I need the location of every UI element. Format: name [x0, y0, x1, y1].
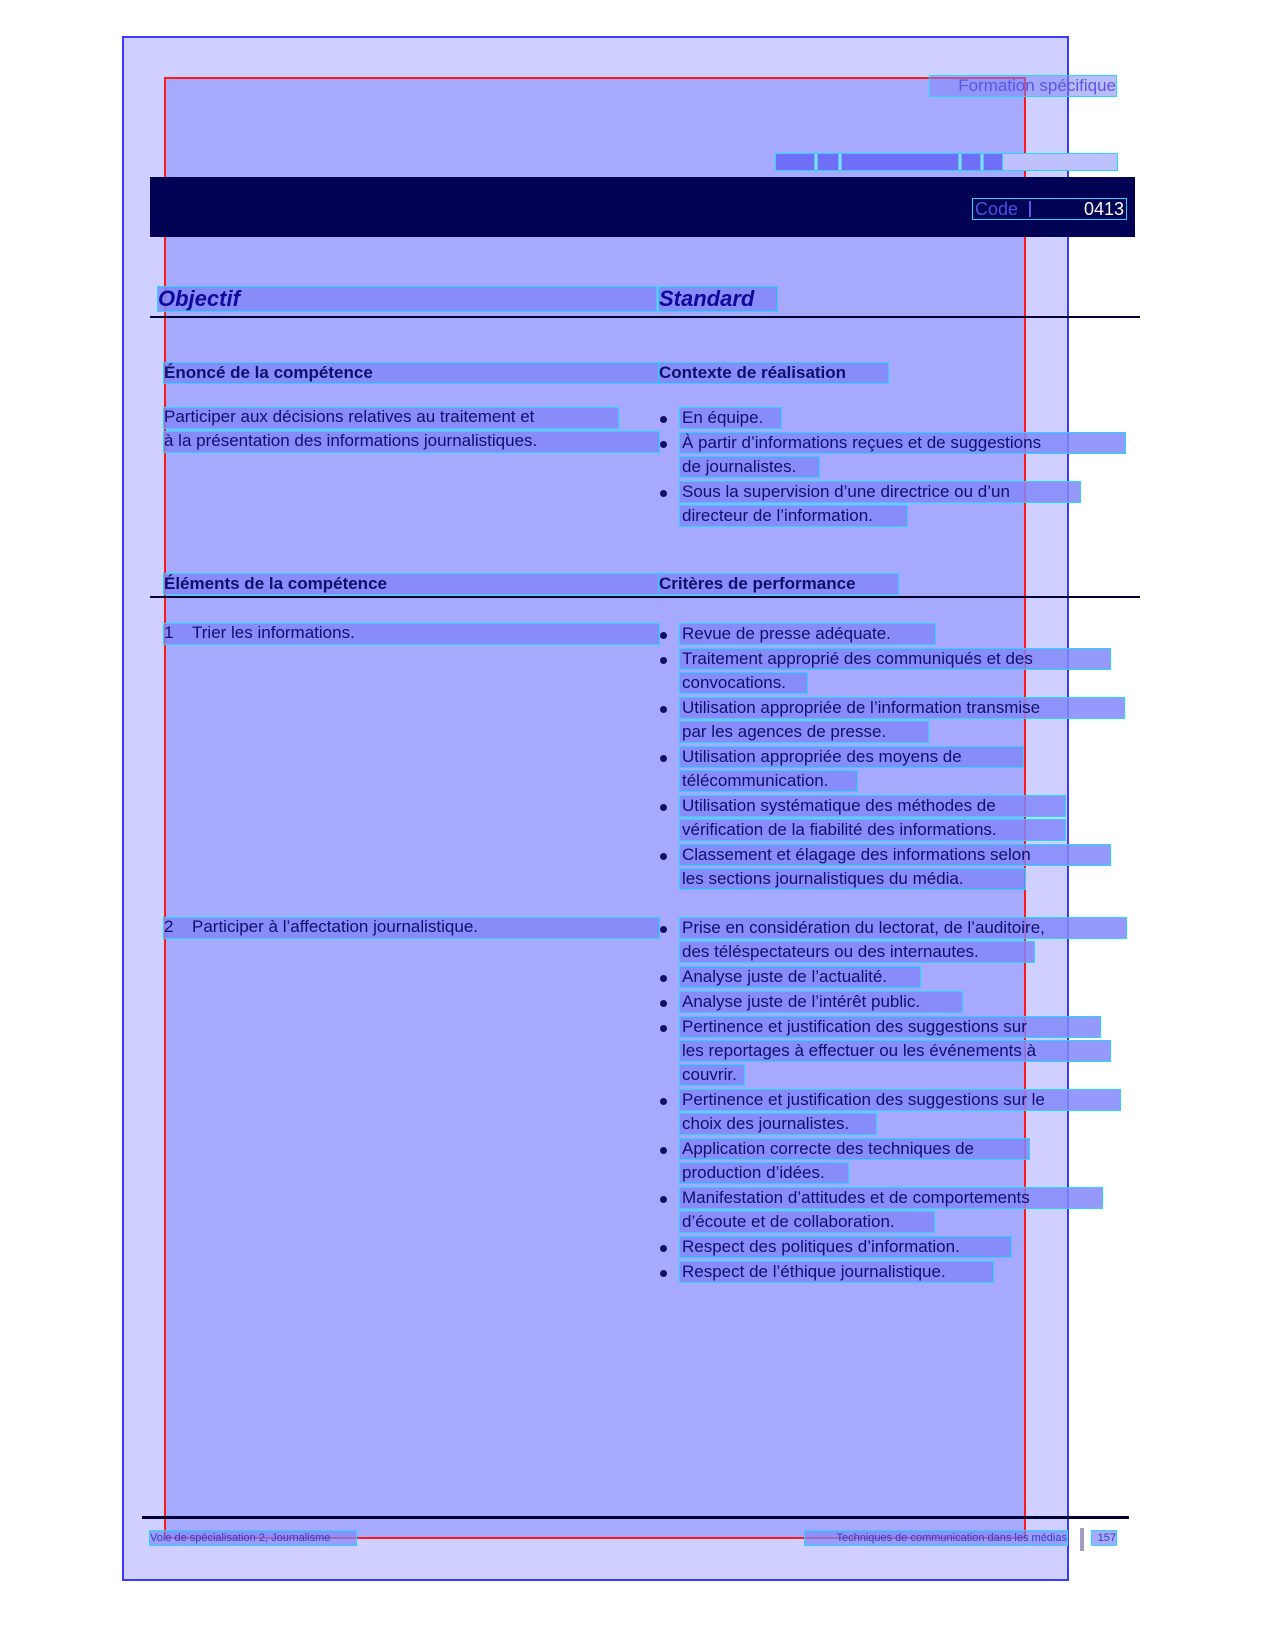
bullet-icon	[660, 804, 667, 811]
criterion-continuation: les reportages à effectuer ou les événements à	[682, 1041, 1037, 1060]
bullet-icon	[660, 632, 667, 639]
criterion: Manifestation d’attitudes et de comportements	[682, 1188, 1030, 1207]
page-number: 157	[1092, 1531, 1116, 1545]
criterion: Respect de l’éthique journalistique.	[682, 1262, 946, 1281]
criteria-heading: Critères de performance	[659, 574, 856, 593]
decorative-bar-segment	[962, 154, 980, 170]
criterion-continuation: choix des journalistes.	[682, 1114, 850, 1133]
statement-line: à la présentation des informations journalistiques.	[164, 431, 538, 450]
context-item-continuation: directeur de l’information.	[682, 506, 873, 525]
criterion: Pertinence et justification des suggestions sur	[682, 1017, 1027, 1036]
footer-rule	[142, 1516, 1129, 1519]
criterion: Utilisation systématique des méthodes de	[682, 796, 996, 815]
code-box	[973, 199, 1126, 219]
criterion: Analyse juste de l’intérêt public.	[682, 992, 921, 1011]
bullet-icon	[660, 853, 667, 860]
bullet-icon	[660, 1270, 667, 1277]
bullet-icon	[660, 926, 667, 933]
criterion: Revue de presse adéquate.	[682, 624, 891, 643]
element-number: 1	[164, 623, 174, 642]
criterion-continuation: des téléspectateurs ou des internautes.	[682, 942, 979, 961]
criterion-continuation: d’écoute et de collaboration.	[682, 1212, 895, 1231]
criterion-continuation: production d’idées.	[682, 1163, 825, 1182]
footer-separator	[1080, 1528, 1084, 1551]
footer-left: Voie de spécialisation 2, Journalisme	[150, 1531, 356, 1545]
element-text: Trier les informations.	[192, 623, 355, 642]
code-label: Code	[975, 199, 1019, 219]
statement-heading: Énoncé de la compétence	[164, 363, 373, 382]
bullet-icon	[660, 441, 667, 448]
code-value: 0413	[1083, 199, 1124, 219]
bullet-icon	[660, 975, 667, 982]
criterion-continuation: les sections journalistiques du média.	[682, 869, 964, 888]
objective-heading: Objectif	[158, 286, 240, 311]
standard-heading: Standard	[659, 286, 755, 311]
criterion-continuation: par les agences de presse.	[682, 722, 887, 741]
bullet-icon	[660, 1245, 667, 1252]
program-label: Formation spécifique	[930, 76, 1116, 96]
criterion: Utilisation appropriée de l’information transmise	[682, 698, 1041, 717]
bullet-icon	[660, 657, 667, 664]
criterion: Pertinence et justification des suggestions sur le	[682, 1090, 1045, 1109]
criterion-continuation: vérification de la fiabilité des informations.	[682, 820, 997, 839]
footer-right: Techniques de communication dans les médias	[805, 1531, 1067, 1545]
criterion: Traitement approprié des communiqués et des	[682, 649, 1033, 668]
decorative-bar	[776, 154, 1117, 170]
section-divider	[150, 596, 1140, 598]
bullet-icon	[660, 1000, 667, 1007]
context-item: En équipe.	[682, 408, 764, 427]
bullet-icon	[660, 1147, 667, 1154]
criterion-continuation: télécommunication.	[682, 771, 829, 790]
context-item: Sous la supervision d’une directrice ou d’un	[682, 482, 1010, 501]
criterion: Prise en considération du lectorat, de l’auditoire,	[682, 918, 1045, 937]
criterion: Application correcte des techniques de	[682, 1139, 975, 1158]
criterion: Utilisation appropriée des moyens de	[682, 747, 962, 766]
bullet-icon	[660, 755, 667, 762]
bullet-icon	[660, 1025, 667, 1032]
context-item: À partir d’informations reçues et de suggestions	[682, 433, 1042, 452]
bullet-icon	[660, 416, 667, 423]
elements-heading: Éléments de la compétence	[164, 574, 387, 593]
criterion: Analyse juste de l’actualité.	[682, 967, 888, 986]
decorative-bar-segment	[842, 154, 958, 170]
statement-line: Participer aux décisions relatives au traitement et	[164, 407, 535, 426]
criterion: Classement et élagage des informations selon	[682, 845, 1031, 864]
code-separator	[1029, 201, 1031, 217]
element-number: 2	[164, 917, 174, 936]
decorative-bar-segment	[776, 154, 814, 170]
section-divider	[150, 316, 1140, 318]
context-heading: Contexte de réalisation	[659, 363, 847, 382]
criterion-continuation: couvrir.	[682, 1065, 737, 1084]
decorative-bar-segment	[818, 154, 838, 170]
bullet-icon	[660, 1098, 667, 1105]
criterion: Respect des politiques d’information.	[682, 1237, 960, 1256]
bullet-icon	[660, 490, 667, 497]
context-item-continuation: de journalistes.	[682, 457, 797, 476]
bullet-icon	[660, 706, 667, 713]
decorative-bar-segment	[984, 154, 1002, 170]
element-text: Participer à l’affectation journalistique.	[192, 917, 479, 936]
criterion-continuation: convocations.	[682, 673, 786, 692]
bullet-icon	[660, 1196, 667, 1203]
